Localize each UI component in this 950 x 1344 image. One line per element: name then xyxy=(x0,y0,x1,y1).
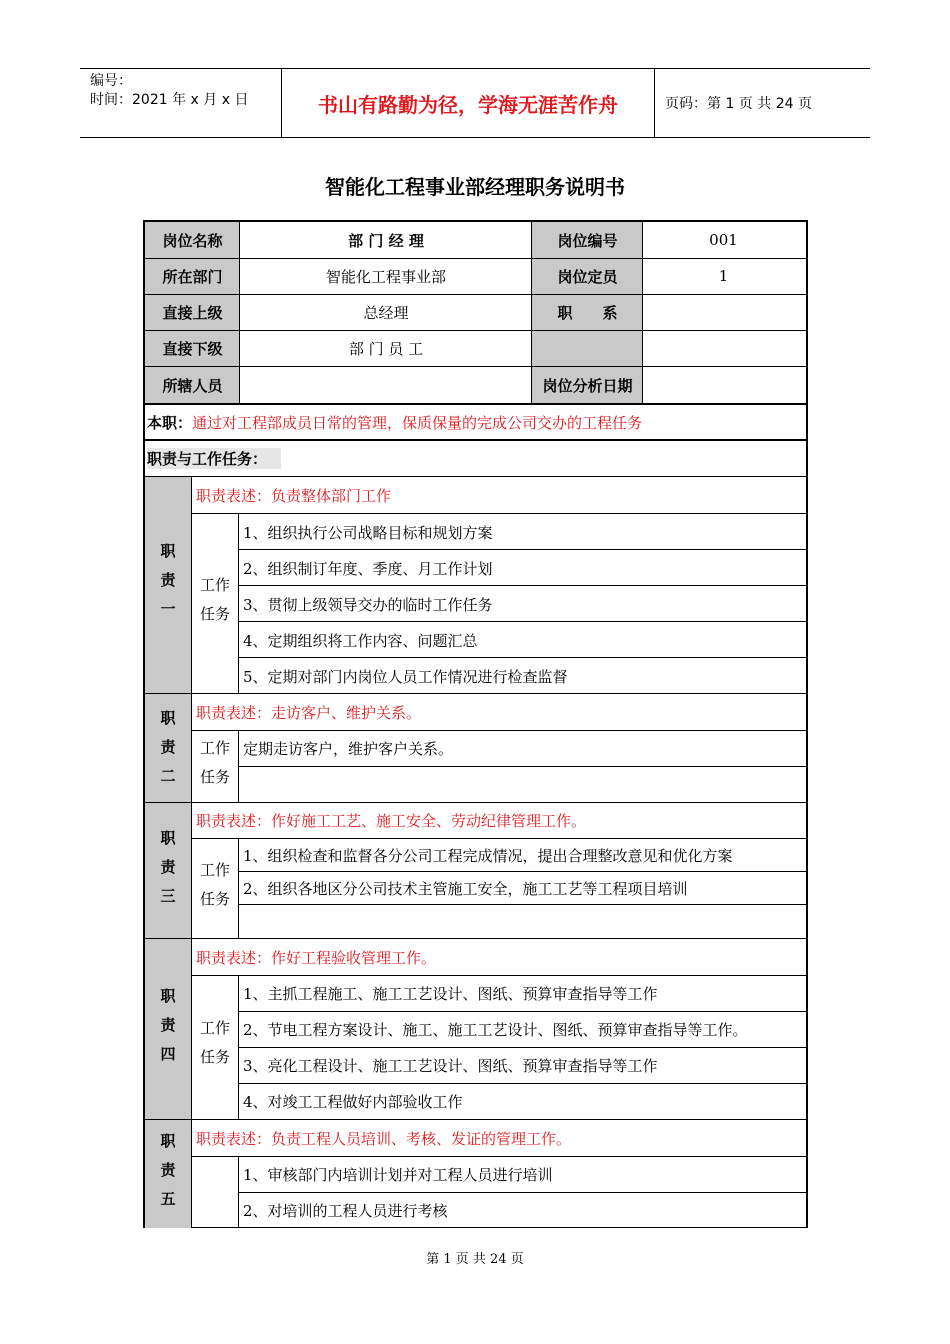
label-direct-superior: 直接上级 xyxy=(162,303,223,322)
duty-main-label: 本职： xyxy=(147,414,193,432)
header-page-label: 页码：第 1 页 共 24 页 xyxy=(665,96,812,112)
duty-3-task-2: 2、组织各地区分公司技术主管施工安全，施工工艺等工程项目培训 xyxy=(243,879,688,898)
number-label: 编号： xyxy=(90,73,132,89)
value-staff-under xyxy=(240,366,532,404)
time-label: 时间：2021 年 x 月 x 日 xyxy=(90,92,249,108)
value-headcount: 1 xyxy=(718,267,729,285)
label-analysis-date: 岗位分析日期 xyxy=(542,376,633,395)
value-department: 智能化工程事业部 xyxy=(325,267,446,286)
duty-2-task-1: 定期走访客户，维护客户关系。 xyxy=(243,740,454,758)
row-line xyxy=(145,294,806,295)
row-line xyxy=(145,330,806,331)
duty-5-task-2: 2、对培训的工程人员进行考核 xyxy=(243,1202,448,1220)
col-line xyxy=(531,222,532,404)
duty-main-text: 通过对工程部成员日常的管理，保质保量的完成公司交办的工程任务 xyxy=(192,414,643,432)
value-position-code: 001 xyxy=(709,231,738,249)
duty-5-label: 职 责 五 xyxy=(160,1132,176,1208)
duty-1-task-2: 2、组织制订年度、季度、月工作计划 xyxy=(243,559,493,578)
col-line xyxy=(239,222,240,404)
header-slogan: 书山有路勤为径，学海无涯苦作舟 xyxy=(318,92,618,117)
duty-1-task-5: 5、定期对部门内岗位人员工作情况进行检查监督 xyxy=(243,667,568,686)
label-department: 所在部门 xyxy=(162,267,223,286)
label-job-family: 职 系 xyxy=(557,303,618,322)
duty-1-task-3: 3、贯彻上级领导交办的临时工作任务 xyxy=(243,595,493,614)
label-position-name: 岗位名称 xyxy=(162,231,223,250)
duty-4-label: 职 责 四 xyxy=(160,987,176,1063)
duty-4-desc: 职责表述：作好工程验收管理工作。 xyxy=(196,948,437,967)
duty-5-task-1: 1、审核部门内培训计划并对工程人员进行培训 xyxy=(243,1166,553,1184)
value-job-family xyxy=(643,294,804,330)
row-line xyxy=(145,366,806,367)
job-description-table xyxy=(143,220,808,1228)
duty-4-task-4: 4、对竣工工程做好内部验收工作 xyxy=(243,1093,463,1111)
duties-header-row xyxy=(145,441,806,476)
value-direct-subordinate: 部 门 员 工 xyxy=(348,339,424,358)
label-staff-under: 所辖人员 xyxy=(162,376,223,395)
duties-header: 职责与工作任务： xyxy=(147,448,281,469)
header-meta xyxy=(90,72,248,110)
label-headcount: 岗位定员 xyxy=(557,267,618,286)
col-line xyxy=(642,222,643,404)
duty-4-work-label: 工作 任务 xyxy=(199,1019,230,1066)
row-line xyxy=(191,1227,806,1228)
document-title: 智能化工程事业部经理职务说明书 xyxy=(325,175,625,199)
page-footer: 第 1 页 共 24 页 xyxy=(426,1252,524,1267)
value-empty xyxy=(643,330,804,366)
label-empty xyxy=(532,330,643,366)
duty-2-task-2 xyxy=(239,767,806,802)
duty-1-desc: 职责表述：负责整体部门工作 xyxy=(196,486,392,505)
duty-3-work-label: 工作 任务 xyxy=(199,861,230,908)
duty-3-task-3 xyxy=(239,905,806,938)
row-line xyxy=(145,258,806,259)
label-direct-subordinate: 直接下级 xyxy=(162,339,223,358)
label-position-code: 岗位编号 xyxy=(557,231,618,250)
duty-3-label: 职 责 三 xyxy=(160,829,176,905)
duty-2-label: 职 责 二 xyxy=(160,709,176,785)
duty-4-task-3: 3、亮化工程设计、施工工艺设计、图纸、预算审查指导等工作 xyxy=(243,1057,658,1075)
page-header xyxy=(80,68,870,138)
duty-1-label: 职 责 一 xyxy=(160,542,176,618)
duty-1-task-1: 1、组织执行公司战略目标和规划方案 xyxy=(243,523,493,542)
duty-2-desc: 职责表述：走访客户、维护关系。 xyxy=(196,703,422,722)
value-analysis-date xyxy=(643,366,804,404)
duty-5-desc: 职责表述：负责工程人员培训、考核、发证的管理工作。 xyxy=(196,1129,572,1148)
duty-2-work-label: 工作 任务 xyxy=(199,739,230,786)
duty-4-task-2: 2、节电工程方案设计、施工、施工工艺设计、图纸、预算审查指导等工作。 xyxy=(243,1021,748,1039)
value-direct-superior: 总经理 xyxy=(363,303,409,322)
duty-1-work-label: 工作 任务 xyxy=(199,576,230,623)
duty-4-task-1: 1、主抓工程施工、施工工艺设计、图纸、预算审查指导等工作 xyxy=(243,985,658,1003)
header-divider xyxy=(654,69,655,137)
duty-main-row xyxy=(145,405,806,440)
value-position-name: 部 门 经 理 xyxy=(348,231,424,250)
duty-1-task-4: 4、定期组织将工作内容、问题汇总 xyxy=(243,631,478,650)
duty-3-desc: 职责表述：作好施工工艺、施工安全、劳动纪律管理工作。 xyxy=(196,812,587,830)
duty-3-task-1: 1、组织检查和监督各分公司工程完成情况，提出合理整改意见和优化方案 xyxy=(243,846,733,865)
